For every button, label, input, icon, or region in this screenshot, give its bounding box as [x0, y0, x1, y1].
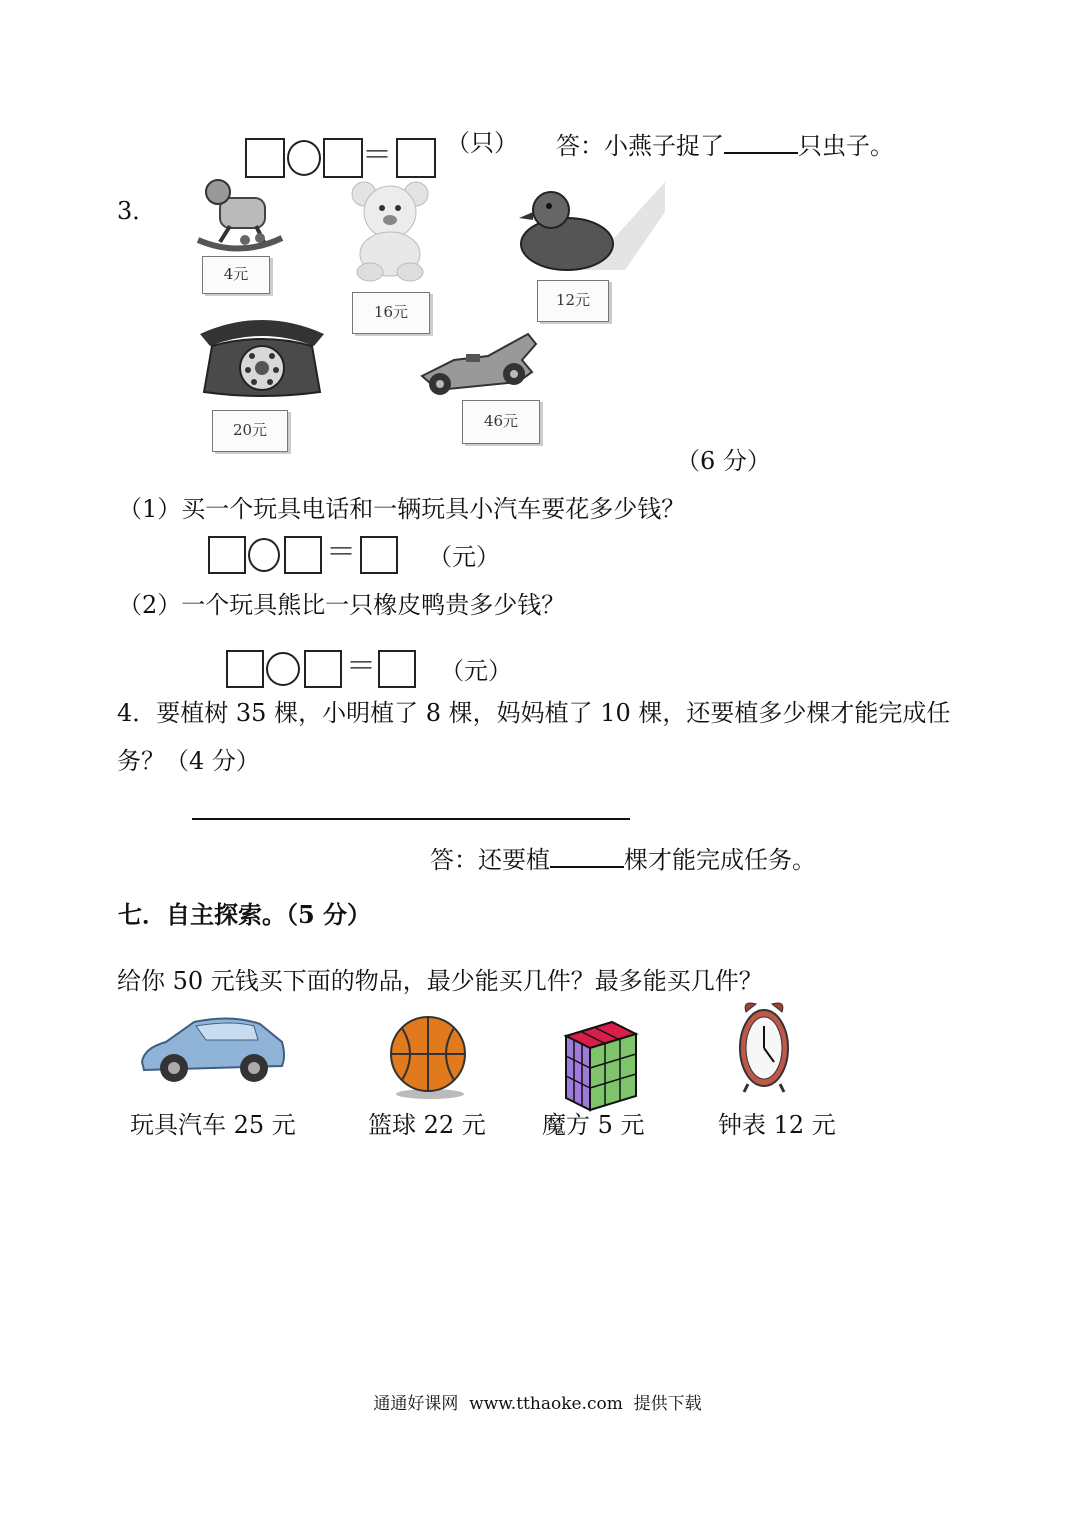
sub-question-2: （2）一个玩具熊比一只橡皮鸭贵多少钱？ — [118, 591, 566, 619]
equation-box — [284, 536, 322, 574]
answer-blank — [724, 130, 798, 154]
equals-sign: ＝ — [326, 535, 356, 570]
question-4-line-2: 务？（4 分） — [117, 747, 260, 775]
question-4-line-1: 4．要植树 35 棵，小明植了 8 棵，妈妈植了 10 棵，还要植多少棵才能完成任 — [117, 699, 951, 727]
score-label: （6 分） — [676, 447, 771, 475]
equation-box — [396, 138, 436, 178]
unit-label: （只） — [446, 129, 518, 157]
answer-line — [556, 130, 894, 161]
operator-circle — [287, 140, 321, 176]
operator-circle — [266, 652, 300, 686]
rubber-duck-image — [515, 182, 665, 274]
unit-label: （元） — [428, 543, 500, 571]
equation-box — [226, 650, 264, 688]
price-tag-toy-car: 46元 — [462, 400, 540, 444]
answer-prefix: 答：小燕子捉了 — [556, 132, 724, 160]
item-label-alarm-clock: 钟表 12 元 — [718, 1111, 836, 1139]
alarm-clock-icon — [736, 1000, 792, 1094]
section-title: 七．自主探索。（5 分） — [118, 900, 372, 929]
equation-box — [378, 650, 416, 688]
equals-sign: ＝ — [362, 138, 392, 173]
equation-box — [323, 138, 363, 178]
item-label-rubiks-cube: 魔方 5 元 — [542, 1111, 645, 1139]
toy-telephone-image — [196, 312, 328, 398]
item-label-basketball: 篮球 22 元 — [368, 1111, 486, 1139]
footer-text: 通通好课网 www.tthaoke.com 提供下载 — [373, 1394, 702, 1414]
equals-sign: ＝ — [346, 649, 376, 684]
basketball-icon — [386, 1014, 470, 1100]
question-number: 3． — [117, 197, 157, 225]
equation-box — [208, 536, 246, 574]
sub-question-1: （1）买一个玩具电话和一辆玩具小汽车要花多少钱？ — [118, 495, 686, 523]
price-tag-rubber-duck: 12元 — [537, 280, 609, 322]
operator-circle — [248, 538, 280, 572]
item-label-toy-car: 玩具汽车 25 元 — [130, 1111, 296, 1139]
price-tag-rocking-horse: 4元 — [202, 256, 270, 294]
answer-prefix: 答：还要植 — [430, 846, 550, 874]
teddy-bear-image — [342, 180, 438, 282]
equation-box — [360, 536, 398, 574]
toy-car-icon — [136, 1012, 288, 1086]
rubiks-cube-icon — [562, 1018, 640, 1112]
answer-line — [430, 844, 816, 875]
answer-suffix: 棵才能完成任务。 — [624, 846, 816, 874]
toy-car-image — [418, 330, 540, 400]
section-question: 给你 50 元钱买下面的物品，最少能买几件？最多能买几件？ — [117, 967, 763, 995]
answer-suffix: 只虫子。 — [798, 132, 894, 160]
answer-blank — [550, 844, 624, 868]
work-line — [192, 818, 630, 820]
equation-box — [304, 650, 342, 688]
equation-box — [245, 138, 285, 178]
rocking-horse-image — [190, 178, 290, 258]
price-tag-toy-telephone: 20元 — [212, 410, 288, 452]
unit-label: （元） — [440, 657, 512, 685]
price-tag-teddy-bear: 16元 — [352, 292, 430, 334]
